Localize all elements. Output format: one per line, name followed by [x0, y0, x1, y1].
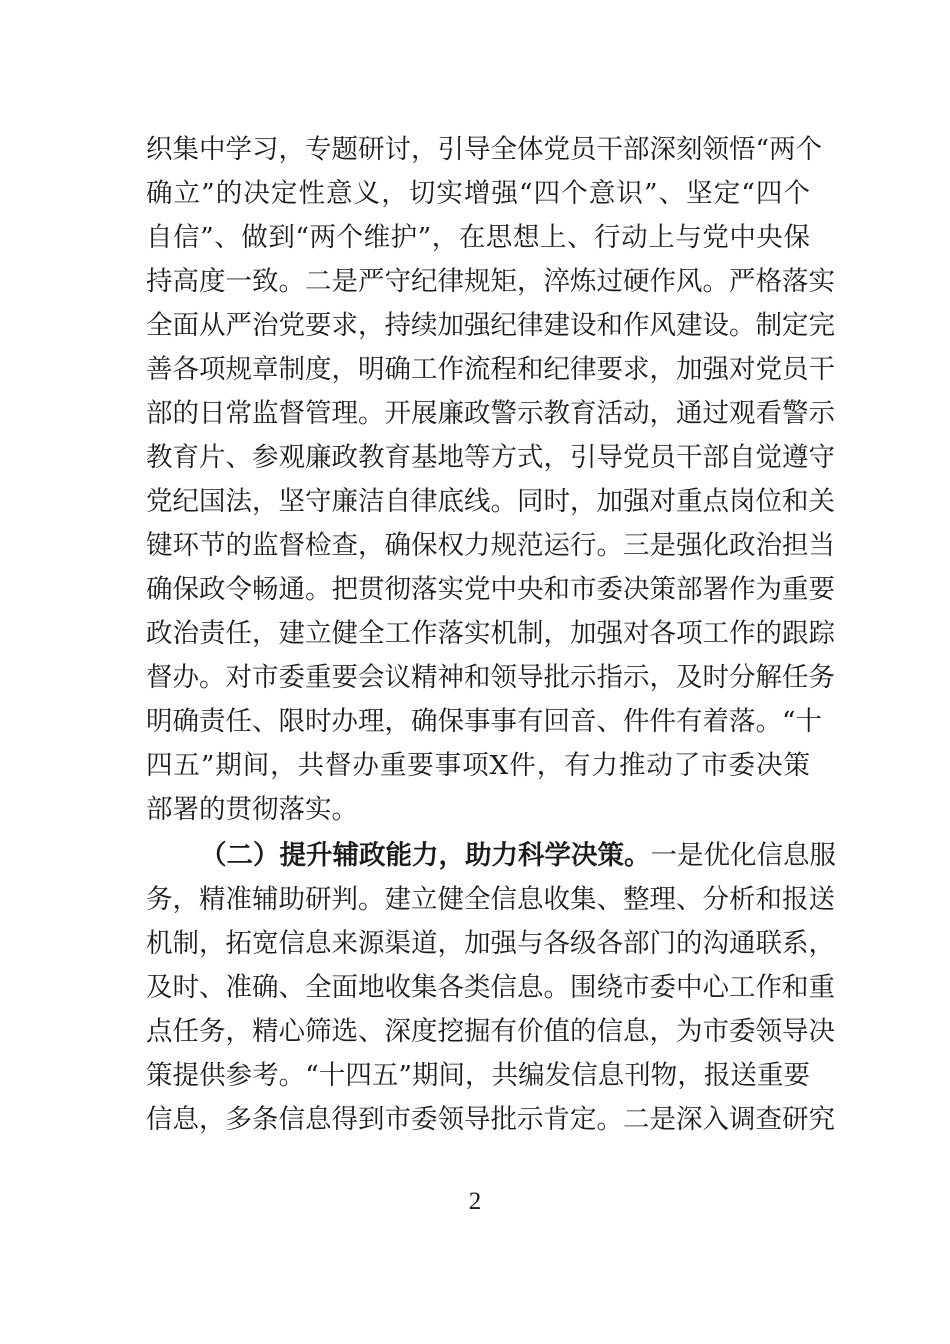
- page-number: 2: [468, 1188, 482, 1215]
- text-line: 信息，多条信息得到市委领导批示肯定。二是深入调查研究: [146, 1104, 835, 1135]
- text-line: 部署的贯彻落实。: [146, 794, 358, 825]
- text-line: 确立”的决定性意义，切实增强“四个意识”、坚定“四个: [146, 178, 810, 209]
- text-line: 自信”、做到“两个维护”，在思想上、行动上与党中央保: [146, 222, 810, 253]
- text-line: 策提供参考。“十四五”期间，共编发信息刊物，报送重要: [146, 1060, 810, 1091]
- text-line: 机制，拓宽信息来源渠道，加强与各级各部门的沟通联系，: [146, 928, 835, 959]
- text-line: 教育片、参观廉政教育基地等方式，引导党员干部自觉遵守: [146, 442, 835, 473]
- text-line: 四五”期间，共督办重要事项X件，有力推动了市委决策: [146, 750, 810, 781]
- text-line: 持高度一致。二是严守纪律规矩，淬炼过硬作风。严格落实: [146, 266, 835, 297]
- text-line: 确保政令畅通。把贯彻落实党中央和市委决策部署作为重要: [146, 574, 835, 605]
- text-line: 明确责任、限时办理，确保事事有回音、件件有着落。“十: [146, 706, 823, 737]
- text-line: 部的日常监督管理。开展廉政警示教育活动，通过观看警示: [146, 398, 835, 429]
- section-heading: （二）提升辅政能力，助力科学决策。: [200, 840, 651, 871]
- text-line: 织集中学习，专题研讨，引导全体党员干部深刻领悟“两个: [146, 134, 823, 165]
- text-line: 及时、准确、全面地收集各类信息。围绕市委中心工作和重: [146, 972, 835, 1003]
- text-line: 政治责任，建立健全工作落实机制，加强对各项工作的跟踪: [146, 618, 835, 649]
- text-line: 善各项规章制度，明确工作流程和纪律要求，加强对党员干: [146, 354, 835, 385]
- text-line: 务，精准辅助研判。建立健全信息收集、整理、分析和报送: [146, 884, 835, 915]
- text-line: 点任务，精心筛选、深度挖掘有价值的信息，为市委领导决: [146, 1016, 835, 1047]
- text-line: 党纪国法，坚守廉洁自律底线。同时，加强对重点岗位和关: [146, 486, 835, 517]
- section-heading-line: [200, 840, 836, 872]
- text-line: 全面从严治党要求，持续加强纪律建设和作风建设。制定完: [146, 310, 835, 341]
- text-line: 键环节的监督检查，确保权力规范运行。三是强化政治担当: [146, 530, 835, 561]
- text-line: 督办。对市委重要会议精神和领导批示指示，及时分解任务: [146, 662, 835, 693]
- section-heading-rest: 一是优化信息服: [650, 840, 836, 871]
